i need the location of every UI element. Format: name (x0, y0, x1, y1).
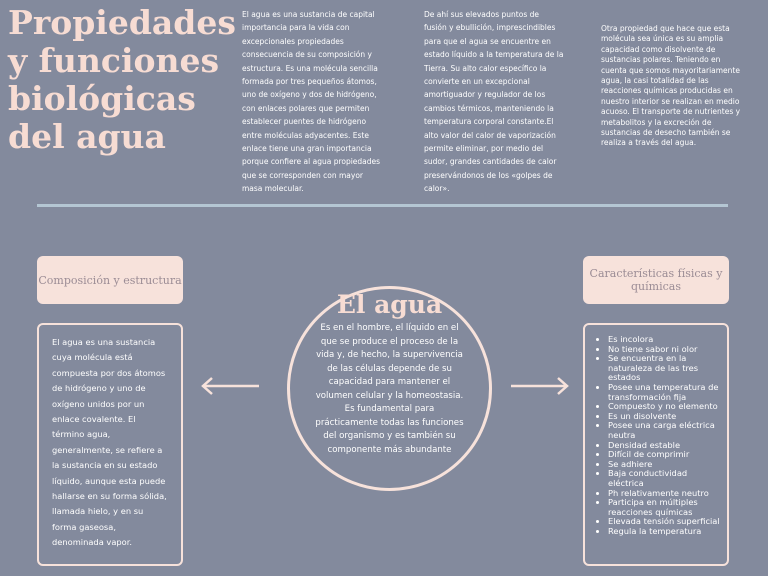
intro-paragraph-2: De ahí sus elevados puntos de fusión y ebullición, imprescindibles para que el agua se encuentre en estado líquido a la temperatura de la Tierra. Su alto calor específico la convierte en un excepcional amortiguador y regulador de los cambios térmicos, manteniendo la temperatura corporal constante.El alto valor del calor de vaporización permite eliminar, por medio del sudor, grandes cantidades de calor preservándonos de los «golpes de calor». (424, 10, 564, 194)
characteristic-item: • Se encuentra en la naturaleza de las tres estados (608, 354, 721, 383)
page-title: Propiedades y funciones biológicas del agua (8, 3, 236, 156)
composition-panel (37, 323, 183, 566)
center-title: El agua (336, 290, 443, 319)
characteristics-label (583, 256, 729, 304)
arrow-right-icon (508, 376, 570, 396)
center-text: Es en el hombre, el líquido en el que se produce el proceso de la vida y, de hecho, la supervivencia de las células depende de su capacidad para mantener el volumen celular y la homeostasia. Es fundamental para prácticamente todas las funciones del organismo y es también su componente más abundante (315, 323, 464, 455)
characteristic-item: • Posee una carga eléctrica neutra (608, 421, 721, 440)
characteristic-item: • Es incolora (608, 335, 721, 345)
arrow-left-icon (200, 376, 262, 396)
composition-label-text: Composición y estructura (38, 273, 182, 287)
characteristics-label-text: Características físicas y químicas (589, 267, 723, 293)
composition-label (37, 256, 183, 304)
characteristics-list (591, 335, 721, 536)
characteristic-item: • Es un disolvente (608, 412, 721, 422)
characteristic-item: • Baja conductividad eléctrica (608, 469, 721, 488)
characteristics-panel (583, 323, 729, 566)
characteristic-item: • Ph relativamente neutro (608, 489, 721, 499)
characteristic-item: • Regula la temperatura (608, 527, 721, 537)
characteristic-item: • Elevada tensión superficial (608, 517, 721, 527)
characteristic-item: • Compuesto y no elemento (608, 402, 721, 412)
characteristic-item: • Posee una temperatura de transformación fija (608, 383, 721, 402)
intro-paragraph-1: El agua es una sustancia de capital importancia para la vida con excepcionales propiedades consecuencia de su composición y estructura. Es una molécula sencilla formada por tres pequeños átomos, uno de oxígeno y dos de hidrógeno, con enlaces polares que permiten establecer puentes de hidrógeno entre moléculas adyacentes. Este enlace tiene una gran importancia porque confiere al agua propiedades que se corresponden con mayor masa molecular. (242, 10, 381, 194)
characteristic-item: • Participa en múltiples reacciones químicas (608, 498, 721, 517)
composition-text: El agua es una sustancia cuya molécula está compuesta por dos átomos de hidrógeno y uno de oxígeno unidos por un enlace covalente. El término agua, generalmente, se refiere a la sustancia en su estado líquido, aunque esta puede hallarse en su forma sólida, llamada hielo, y en su forma gaseosa, denominada vapor. (52, 337, 167, 548)
intro-paragraph-3: Otra propiedad que hace que esta molécula sea única es su amplia capacidad como disolvente de sustancias polares. Teniendo en cuenta que somos mayoritariamente agua, la casi totalidad de las reacciones químicas producidas en nuestro interior se realizan en medio acuoso. El transporte de nutrientes y metabolitos y la excreción de sustancias de desecho también se realiza a través del agua. (601, 24, 741, 148)
section-divider (37, 204, 728, 207)
characteristic-item: • Densidad estable (608, 441, 721, 451)
characteristic-item: • Se adhiere (608, 460, 721, 470)
characteristic-item: • No tiene sabor ni olor (608, 345, 721, 355)
characteristic-item: • Difícil de comprimir (608, 450, 721, 460)
